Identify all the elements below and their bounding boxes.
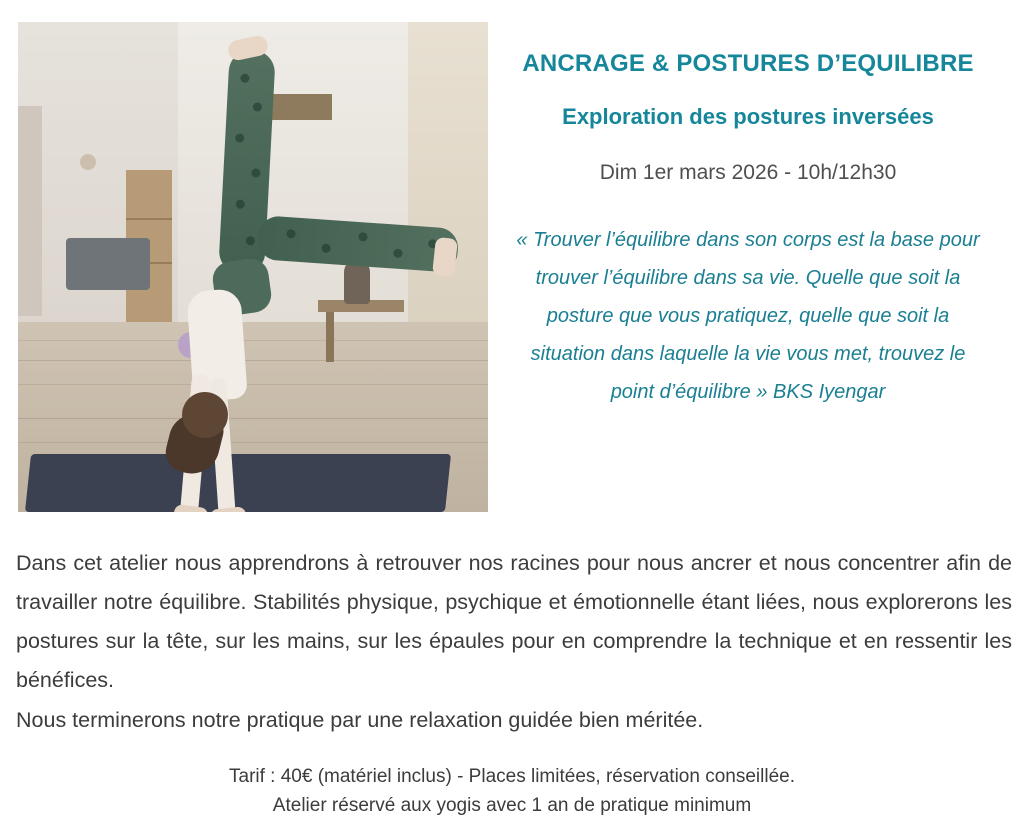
photo-cabinet-shelf-line [126,218,172,220]
photo-doorway [18,106,42,316]
quote-text: « Trouver l’équilibre dans son corps est la base pour trouver l’équilibre dans sa vie. Quelle que soit la posture que vous pratiquez, quelle que soit la situation dans laquelle la vie vous met, trouvez le point d’équilibre » BKS Iyengar [516,228,980,403]
footer-requirement-line: Atelier réservé aux yogis avec 1 an de pratique minimum [272,795,752,817]
footer-price-line: Tarif : 40€ (matériel inclus) - Places limitées, réservation conseillée. [229,766,795,787]
event-date: Dim 1er mars 2026 - 10h/12h30 [599,161,897,185]
page-title: ANCRAGE & POSTURES D’EQUILIBRE [522,50,974,77]
photo-yoga-mat [25,454,451,512]
photo-lamp [80,154,96,170]
photo-floor-plank [18,384,488,385]
description-closing: Nous terminerons notre pratique par une relaxation guidée bien méritée. [16,707,704,732]
yoga-handstand-photo [18,22,488,512]
photo-yogini-extended-foot [432,237,458,277]
description-paragraph [16,544,1012,740]
description-main: Dans cet atelier nous apprendrons à retrouver nos racines pour nous ancrer et nous concentrer afin de travailler notre équilibre. Stabilités physique, psychique et émotionnelle étant liées, nous explorerons les postures sur la tête, sur les mains, sur les épaules pour en comprendre la technique et en ressentir les bénéfices. [16,551,1012,693]
heading-block [488,22,1006,411]
photo-floor-plank [18,442,488,443]
footer-info [0,762,1024,821]
photo-sofa [66,238,150,290]
photo-scene [18,22,488,512]
page-subtitle: Exploration des postures inversées [562,103,934,129]
photo-floor-plank [18,340,488,341]
photo-shelf-support [326,312,334,362]
